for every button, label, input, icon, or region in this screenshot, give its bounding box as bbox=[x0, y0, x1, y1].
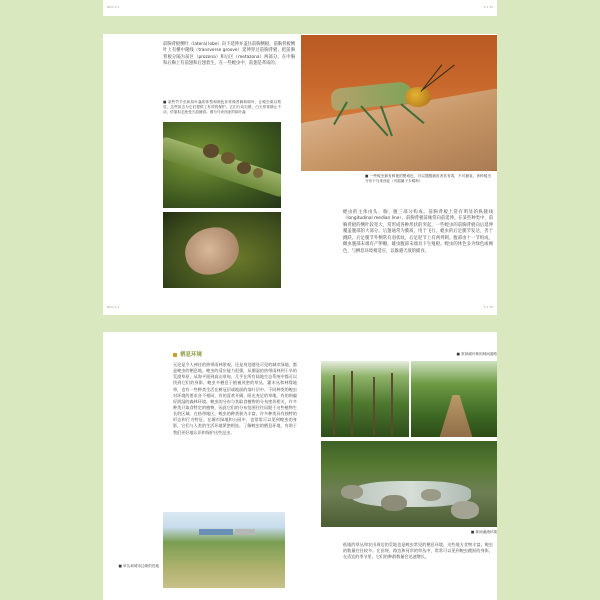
folio-left: BUG 3.1 bbox=[107, 5, 120, 9]
grassland-photo bbox=[163, 512, 285, 588]
grassland-caption: ■ 草丛和城市边缘的荒地 bbox=[118, 564, 159, 568]
section-title: 栖息环境 bbox=[173, 350, 202, 358]
moss-insect-photo bbox=[163, 122, 281, 208]
page-spread-2 bbox=[103, 332, 497, 600]
page1-folio-left: BUG 3.1 bbox=[107, 305, 120, 309]
grasshopper-caption: ■ 一些蝗虫拥有鲜艳的警戒色，可以提醒捕食者其有毒，不可捕食。该种蝗虫分布于马来西亚（可能属于卡蝗科） bbox=[365, 174, 491, 184]
grassland-paragraph: 低矮的草丛和农田周边的荒地也是蝗虫常见的栖息环境，这些地方食物丰富，蝗虫的数量往往较多。在田埂、路边和河岸的草丛中，常常可以见到蝗虫跳跃的身影，在适宜的季节里，它们的种群数量会迅速增长。 bbox=[343, 542, 493, 560]
previous-page-fragment bbox=[103, 0, 497, 16]
stream-photo bbox=[321, 441, 497, 527]
forest-caption: ■ 常绿阔叶林和林间道路 bbox=[456, 352, 497, 356]
anatomy-paragraph: 蝗虫的主体由头、胸、腹三部分构成。前胸背板上常有明显的纵隆线（longitudinal median line），前胸背板前缘常向前延伸。在某些种类中，前胸背板的侧叶较宽大，常形成各种形状的突起。一些蝗虫的前胸背板向后延伸覆盖腹部的大部分。后翅通常为膜质，用于飞行。蝗虫的后足腿节发达，善于跳跃。后足腿节外侧常有羽状纹，后足胫节上有两列刺。腹部由十一节组成，雌虫腹部末端有产卵瓣，雄虫腹部末端具下生殖板。蝗虫的体色多为绿色或褐色，与栖息环境相适应，以躲避天敌的捕食。 bbox=[343, 210, 493, 254]
grasshopper-photo bbox=[301, 35, 497, 171]
stream-caption: ■ 林间溪流环境 bbox=[470, 530, 497, 534]
forest-photo bbox=[321, 361, 409, 437]
page-spread-1 bbox=[103, 34, 497, 315]
moss-caption: ■ 某些竹节虫和拟叶螽的体型和颜色非常像苔藓和树叶，让蝗虫难以察觉，这些拟态为它们提供了有效的保护。它们行动迟缓，白天常常静止不动，依靠拟态免受天敌捕食。图为马来西亚的拟叶螽 bbox=[163, 100, 281, 115]
forest-path-photo bbox=[411, 361, 497, 437]
page1-folio-right: 3.1 35 bbox=[483, 305, 493, 309]
habitat-paragraph: 无论是令人神往的热带雨林景观，还是身边随处可见的城市绿地，都是蝗虫的栖息地。蝗虫的适应能力很强，从潮湿的热带雨林到干旱的荒漠草原，从海平面到高山草甸，几乎在所有陆地生态系统中都可以找到它们的身影。蝗虫多栖息于植被茂密的草丛、灌木丛和林缘地带，也有一些种类生活在树冠层或地面的落叶层中。不同种类的蝗虫对环境的要求各不相同，有的喜欢开阔、阳光充足的草地，有的则偏好阴湿的森林环境。蝗虫的分布与其取食植物的分布密切相关，许多种类只取食特定的植物，因此它们的分布范围往往局限于这些植物生长的区域。在热带地区，蝗虫的种类极为丰富，许多种类具有独特的形态和行为特征。在城市绿地和公园中，也常常可以见到蝗虫的身影，它们与人类的生活环境紧密相连。了解蝗虫的栖息环境，有助于我们更好地认识和保护这些昆虫。 bbox=[173, 362, 297, 435]
intro-paragraph: 前胸背板侧叶（lateral lobe）向下延伸并盖住前胸侧板。前胸背板侧叶上有横中隆线（transverse groove）延伸穿过前胸背板，把前胸背板分隔为前区（prozona）和后区（metazona）两部分。在中胸和后胸上有前翅和后翅着生，在一些蝗虫中，前翅是革质的。 bbox=[163, 42, 295, 67]
folio-right: 3.1 35 bbox=[483, 5, 493, 9]
leaf-insect-photo bbox=[163, 212, 281, 288]
